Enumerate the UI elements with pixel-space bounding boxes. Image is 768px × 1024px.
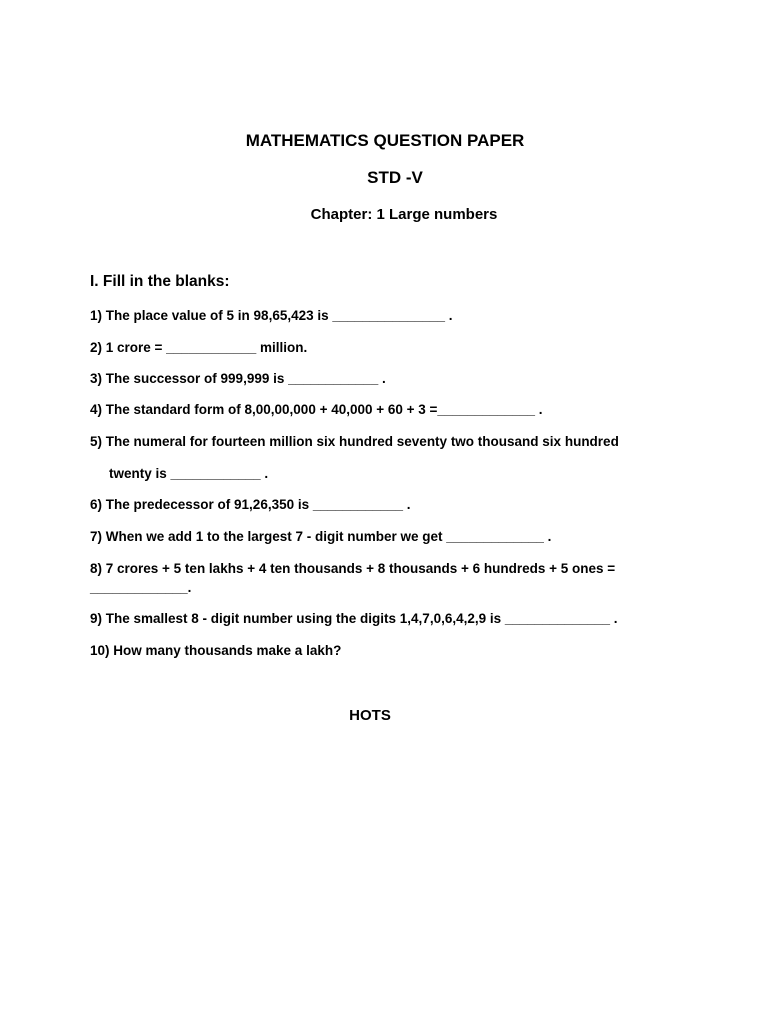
question-3: 3) The successor of 999,999 is ____________ . [90,371,386,386]
question-4: 4) The standard form of 8,00,00,000 + 40,000 + 60 + 3 =_____________ . [90,402,543,417]
question-8: 8) 7 crores + 5 ten lakhs + 4 ten thousands + 8 thousands + 6 hundreds + 5 ones = [90,561,616,576]
class-standard: STD -V [367,168,423,187]
question-7: 7) When we add 1 to the largest 7 - digit number we get _____________ . [90,529,552,544]
question-5: 5) The numeral for fourteen million six hundred seventy two thousand six hundred [90,434,619,449]
question-2: 2) 1 crore = ____________ million. [90,340,308,355]
question-1: 1) The place value of 5 in 98,65,423 is _______________ . [90,308,453,323]
paper-title: MATHEMATICS QUESTION PAPER [245,131,525,150]
question-8-continuation: _____________. [90,580,192,595]
question-10: 10) How many thousands make a lakh? [90,643,342,658]
question-5-continuation: twenty is ____________ . [109,466,269,481]
section-heading: I. Fill in the blanks: [90,273,230,290]
hots-heading: HOTS [349,707,391,724]
question-9: 9) The smallest 8 - digit number using the digits 1,4,7,0,6,4,2,9 is ______________ . [90,611,618,626]
chapter-heading: Chapter: 1 Large numbers [310,206,498,223]
question-6: 6) The predecessor of 91,26,350 is ____________ . [90,497,411,512]
